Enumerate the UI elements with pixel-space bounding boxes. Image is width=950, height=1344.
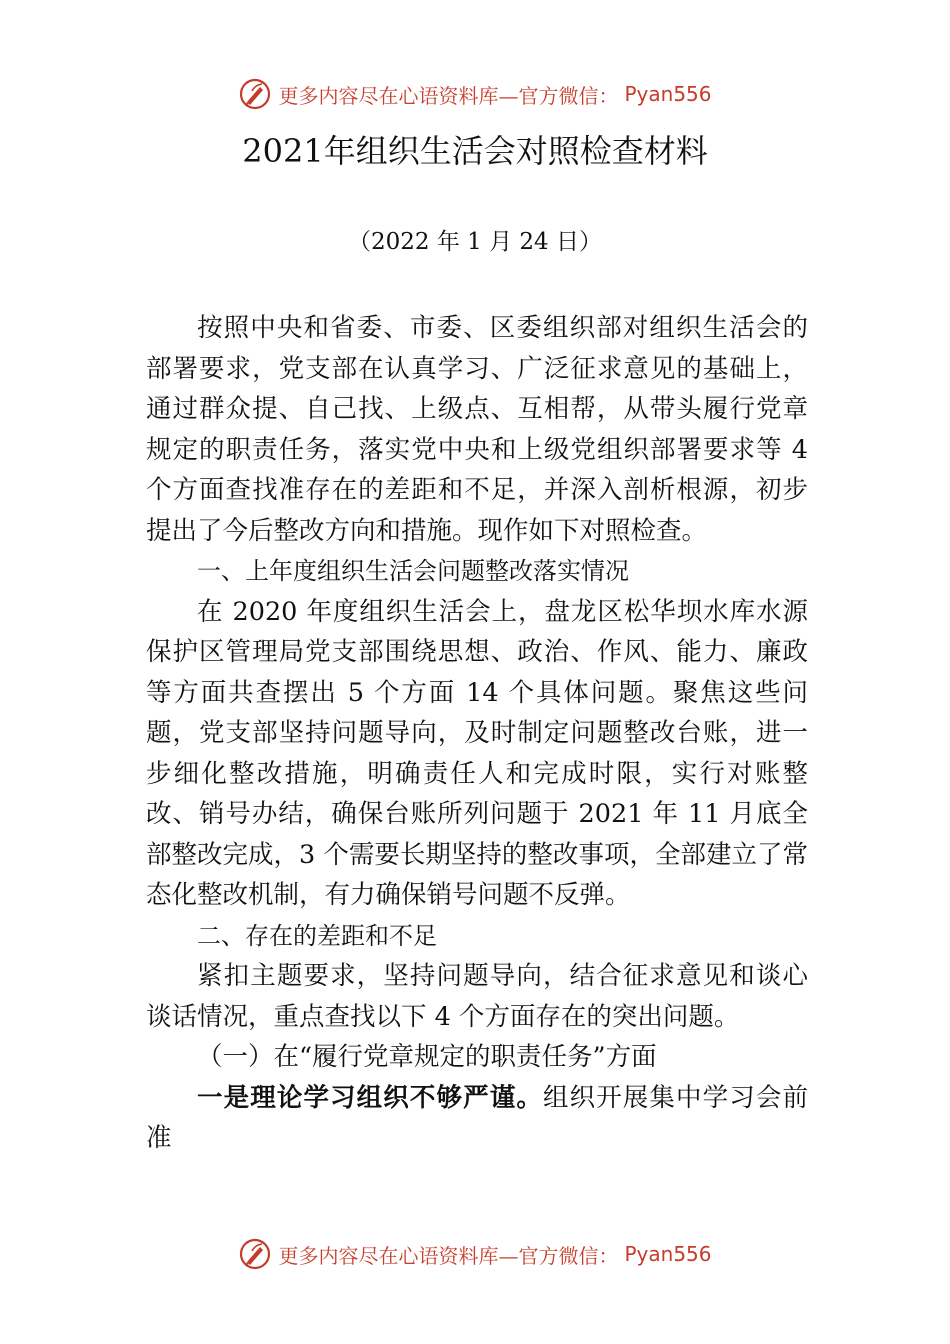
footer-watermark <box>0 1234 950 1274</box>
document-date: （2022 年 1 月 24 日） <box>348 229 602 255</box>
section-1-paragraph: 在 2020 年度组织生活会上，盘龙区松华坝水库水源保护区管理局党支部围绕思想、政治、作风、能力、廉政等方面共查摆出 5 个方面 14 个具体问题。聚焦这些问题，党支部坚持问题导向，及时制定问题整改台账，进一步细化整改措施，明确责任人和完成时限，实行对账整改、销号办结，确保台账所列问题于 2021 年 11 月底全部整改完成，3 个需要长期坚持的整改事项，全部建立了常态化整改机制，有力确保销号问题不反弹。 <box>146 596 808 910</box>
document-title: 2021年组织生活会对照检查材料 <box>242 132 708 170</box>
subsection-heading-1: （一）在“履行党章规定的职责任务”方面 <box>197 1042 657 1072</box>
pen-logo-icon <box>238 77 272 111</box>
section-2-paragraph: 紧扣主题要求，坚持问题导向，结合征求意见和谈心谈话情况，重点查找以下 4 个方面存在的突出问题。 <box>146 961 808 1032</box>
point-1-text: 组织开展集中学习会前准 <box>146 1082 808 1153</box>
watermark-wechat-id: Pyan556 <box>624 1242 712 1266</box>
section-heading-2: 二、存在的差距和不足 <box>197 921 437 950</box>
point-1-lead: 一是理论学习组织不够严谨。 <box>197 1082 543 1113</box>
watermark-wechat-id: Pyan556 <box>624 82 712 106</box>
header-watermark <box>0 74 950 114</box>
document-body <box>146 308 808 1159</box>
intro-paragraph: 按照中央和省委、市委、区委组织部对组织生活会的部署要求，党支部在认真学习、广泛征求意见的基础上，通过群众提、自己找、上级点、互相帮，从带头履行党章规定的职责任务，落实党中央和上级党组织部署要求等 4 个方面查找准存在的差距和不足，并深入剖析根源，初步提出了今后整改方向和措施。现作如下对照检查。 <box>146 313 808 546</box>
section-heading-1: 一、上年度组织生活会问题整改落实情况 <box>197 557 629 585</box>
watermark-text: 更多内容尽在心语资料库—官方微信： <box>278 83 619 108</box>
pen-logo-icon <box>238 1237 272 1271</box>
watermark-text: 更多内容尽在心语资料库—官方微信： <box>278 1243 619 1268</box>
point-1-paragraph <box>146 1078 808 1159</box>
